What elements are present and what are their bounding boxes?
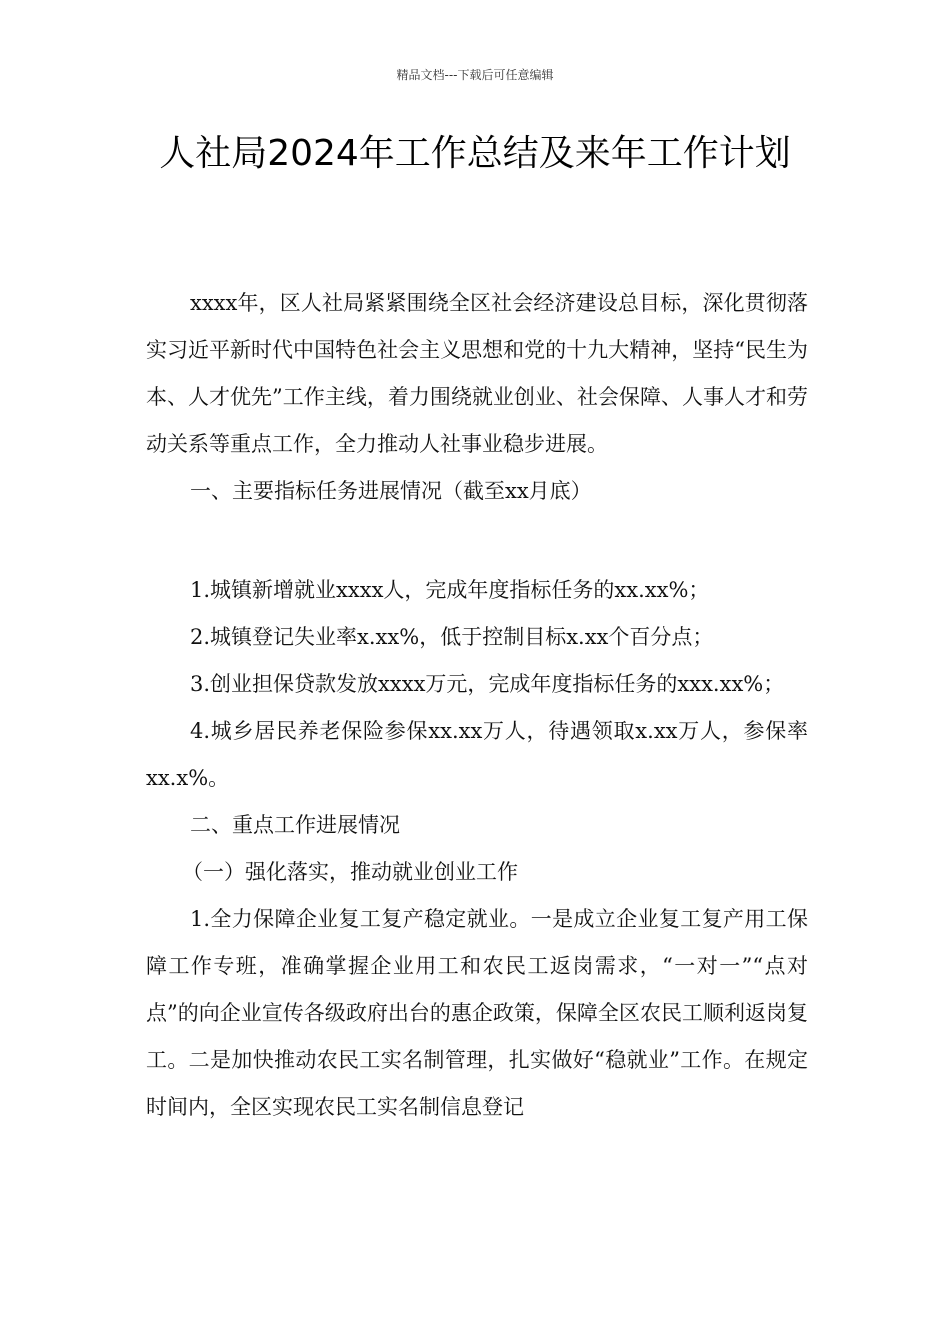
subsection-heading-1: （一）强化落实，推动就业创业工作 — [182, 860, 518, 884]
indicator-item-4: 4.城乡居民养老保险参保xx.xx万人，待遇领取x.xx万人，参保率xx.x%。 — [146, 719, 808, 790]
intro-paragraph: xxxx年，区人社局紧紧围绕全区社会经济建设总目标，深化贯彻落实习近平新时代中国特色社会主义思想和党的十九大精神，坚持“民生为本、人才优先”工作主线，着力围绕就业创业、社会保障、人事人才和劳动关系等重点工作，全力推动人社事业稳步进展。 — [146, 291, 808, 456]
work-item-1: 1.全力保障企业复工复产稳定就业。一是成立企业复工复产用工保障工作专班，准确掌握企业用工和农民工返岗需求，“一对一”“点对点”的向企业宣传各级政府出台的惠企政策，保障全区农民工顺利返岗复工。二是加快推动农民工实名制管理，扎实做好“稳就业”工作。在规定时间内，全区实现农民工实名制信息登记 — [146, 907, 808, 1119]
indicator-item-3: 3.创业担保贷款发放xxxx万元，完成年度指标任务的xxx.xx%； — [190, 672, 785, 696]
section-heading-1: 一、主要指标任务进展情况（截至xx月底） — [190, 479, 592, 503]
document-body — [146, 280, 808, 1131]
document-title: 人社局2024年工作总结及来年工作计划 — [159, 133, 791, 174]
header-watermark: 精品文档---下载后可任意编辑 — [396, 68, 554, 82]
indicator-item-2: 2.城镇登记失业率x.xx%，低于控制目标x.xx个百分点； — [190, 625, 714, 649]
indicator-item-1: 1.城镇新增就业xxxx人，完成年度指标任务的xx.xx%； — [190, 578, 710, 602]
section-heading-2: 二、重点工作进展情况 — [190, 813, 400, 837]
